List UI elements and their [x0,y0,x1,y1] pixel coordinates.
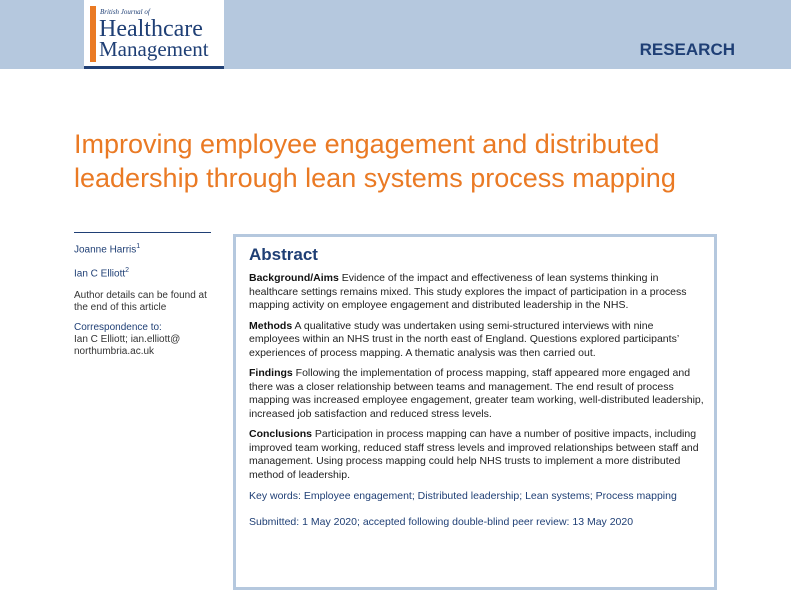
author-affiliation: 2 [125,267,130,275]
journal-logo [84,0,224,69]
author-name: Ian C Elliott [74,268,126,280]
author-sidebar [74,241,219,358]
abstract-background [249,272,704,313]
findings-label: Findings [249,367,293,379]
article-title: Improving employee engagement and distributed leadership through lean systems process mapping [74,129,676,193]
correspondence-label: Correspondence to: [74,321,162,333]
keywords: Key words: Employee engagement; Distributed leadership; Lean systems; Process mapping [249,490,677,502]
aside-divider [74,232,211,233]
author-2 [74,265,219,280]
methods-label: Methods [249,319,293,332]
logo-accent-bar [90,6,96,62]
findings-text: Following the implementation of process mapping, staff appeared more engaged and there was a closer relationship between teams and management. The end result of process mapping was increased employee engagement, greater team working, well-distributed leadership, increased job satisfaction and reduced stress levels. [249,367,704,420]
logo-line-1: Healthcare [99,16,203,42]
conclusions-text: Participation in process mapping can have a number of positive impacts, including improved team working, reduced staff stress levels and improved relationships between staff and management. Using process mapping could help NHS trusts to implement a more distributed method of leadership. [249,428,699,481]
author-affiliation: 1 [136,243,141,250]
logo-small-text: British Journal of [100,8,150,16]
conclusions-label: Conclusions [249,428,313,440]
abstract-conclusions [249,428,704,482]
author-details-note: Author details can be found at the end of this article [74,289,207,313]
abstract-box [233,234,717,590]
section-label: RESEARCH [639,40,735,59]
logo-line-2: Management [99,37,209,61]
author-1 [74,241,219,256]
abstract-findings [249,367,704,421]
methods-text: A qualitative study was undertaken using semi-structured interviews with nine employees within an NHS trust in the north east of England. Questions explored participants’ experiences of process mapping. A thematic analysis was then carried out. [249,319,679,359]
submission-dates: Submitted: 1 May 2020; accepted following double-blind peer review: 13 May 2020 [249,516,634,528]
journal-header-bar [0,0,791,69]
background-text: Evidence of the impact and effectiveness of lean systems thinking in healthcare settings remains mixed. This study explores the impact of participation in a process mapping activity on employee engagement and distributed leadership in the NHS. [249,272,687,311]
abstract-methods [249,320,704,361]
abstract-heading: Abstract [249,245,318,264]
correspondence-text: Ian C Elliott; ian.elliott@ northumbria.ac.uk [74,333,181,357]
background-label: Background/Aims [249,272,339,284]
author-name: Joanne Harris [74,244,137,256]
